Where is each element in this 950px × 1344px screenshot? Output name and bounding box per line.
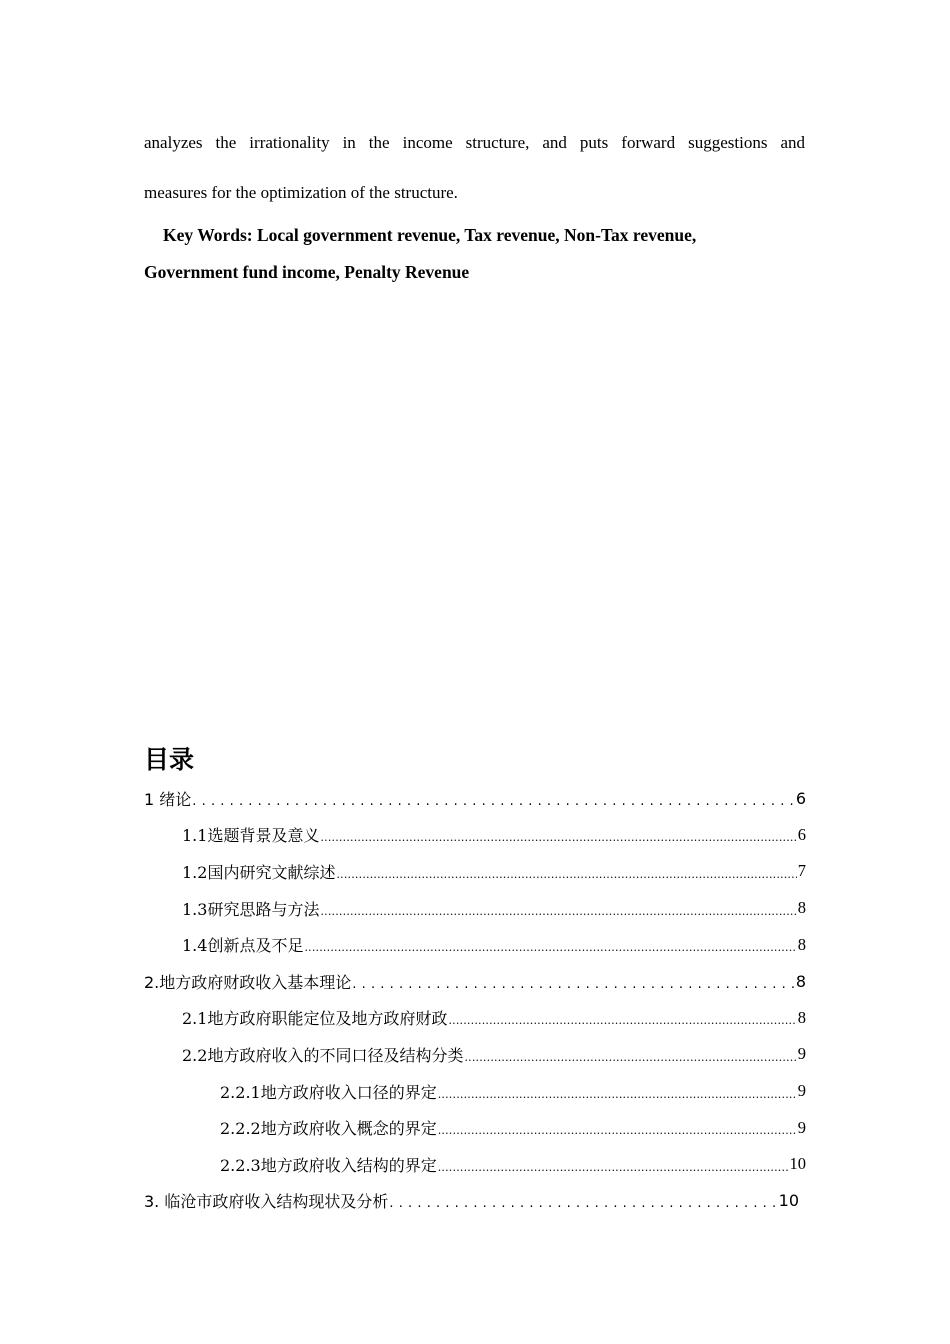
toc-entry-label: 1.2国内研究文献综述 <box>182 862 336 882</box>
toc-entry[interactable] <box>144 1183 799 1220</box>
toc-leader <box>464 1051 796 1064</box>
toc-leader <box>320 831 796 844</box>
toc-leader <box>438 1088 797 1101</box>
toc-entry-page: 9 <box>797 1044 806 1064</box>
toc-leader <box>438 1124 797 1137</box>
toc-entry[interactable] <box>144 1109 806 1146</box>
toc-entry-page: 7 <box>797 861 806 881</box>
abstract-text <box>144 118 805 218</box>
toc-title: 目录 <box>144 745 195 774</box>
toc-leader <box>352 977 795 992</box>
toc-leader <box>320 905 796 918</box>
toc-entry-label: 1 绪论 <box>144 789 192 809</box>
toc-entry-page: 8 <box>795 971 806 991</box>
toc-entry-page: 8 <box>797 934 806 954</box>
toc-entry-page: 10 <box>789 1154 806 1174</box>
toc-entry-page: 10 <box>778 1191 799 1211</box>
toc-leader <box>389 1196 777 1211</box>
keywords-line: Key Words: Local government revenue, Tax revenue, Non-Tax revenue, <box>163 225 697 245</box>
toc-entry-label: 2.地方政府财政收入基本理论 <box>144 972 352 992</box>
toc-leader <box>438 1161 789 1174</box>
toc-entry-label: 2.1地方政府职能定位及地方政府财政 <box>182 1009 448 1029</box>
toc-entry-label: 2.2地方政府收入的不同口径及结构分类 <box>182 1045 464 1065</box>
toc-entry-page: 9 <box>797 1081 806 1101</box>
toc-entry[interactable] <box>144 780 806 817</box>
toc-entry-page: 9 <box>797 1117 806 1137</box>
toc-entry-label: 2.2.2地方政府收入概念的界定 <box>220 1119 437 1139</box>
toc-entry[interactable] <box>144 1036 806 1073</box>
toc-entry[interactable] <box>144 817 806 854</box>
toc-entry-page: 8 <box>797 1007 806 1027</box>
table-of-contents <box>144 780 806 1219</box>
toc-entry-page: 8 <box>797 898 806 918</box>
toc-entry[interactable] <box>144 963 806 1000</box>
toc-entry-label: 3. 临沧市政府收入结构现状及分析 <box>144 1192 389 1212</box>
toc-entry-page: 6 <box>797 824 806 844</box>
toc-leader <box>448 1014 796 1027</box>
toc-entry-page: 6 <box>795 788 806 808</box>
toc-entry-label: 1.1选题背景及意义 <box>182 826 320 846</box>
toc-entry[interactable] <box>144 926 806 963</box>
toc-entry-label: 2.2.1地方政府收入口径的界定 <box>220 1082 437 1102</box>
keywords-line: Government fund income, Penalty Revenue <box>144 262 470 282</box>
toc-entry[interactable] <box>144 1073 806 1110</box>
toc-entry-label: 1.3研究思路与方法 <box>182 899 320 919</box>
toc-entry[interactable] <box>144 1000 806 1037</box>
abstract-line: analyzes the irrationality in the income structure, and puts forward suggestions and <box>144 133 805 152</box>
keywords <box>144 217 805 291</box>
toc-entry-label: 2.2.3地方政府收入结构的界定 <box>220 1155 437 1175</box>
toc-leader <box>304 941 796 954</box>
toc-entry-label: 1.4创新点及不足 <box>182 936 304 956</box>
toc-entry[interactable] <box>144 1146 806 1183</box>
toc-entry[interactable] <box>144 890 806 927</box>
toc-entry[interactable] <box>144 853 806 890</box>
toc-leader <box>192 794 795 809</box>
abstract-line: measures for the optimization of the structure. <box>144 183 458 202</box>
toc-leader <box>336 868 796 881</box>
